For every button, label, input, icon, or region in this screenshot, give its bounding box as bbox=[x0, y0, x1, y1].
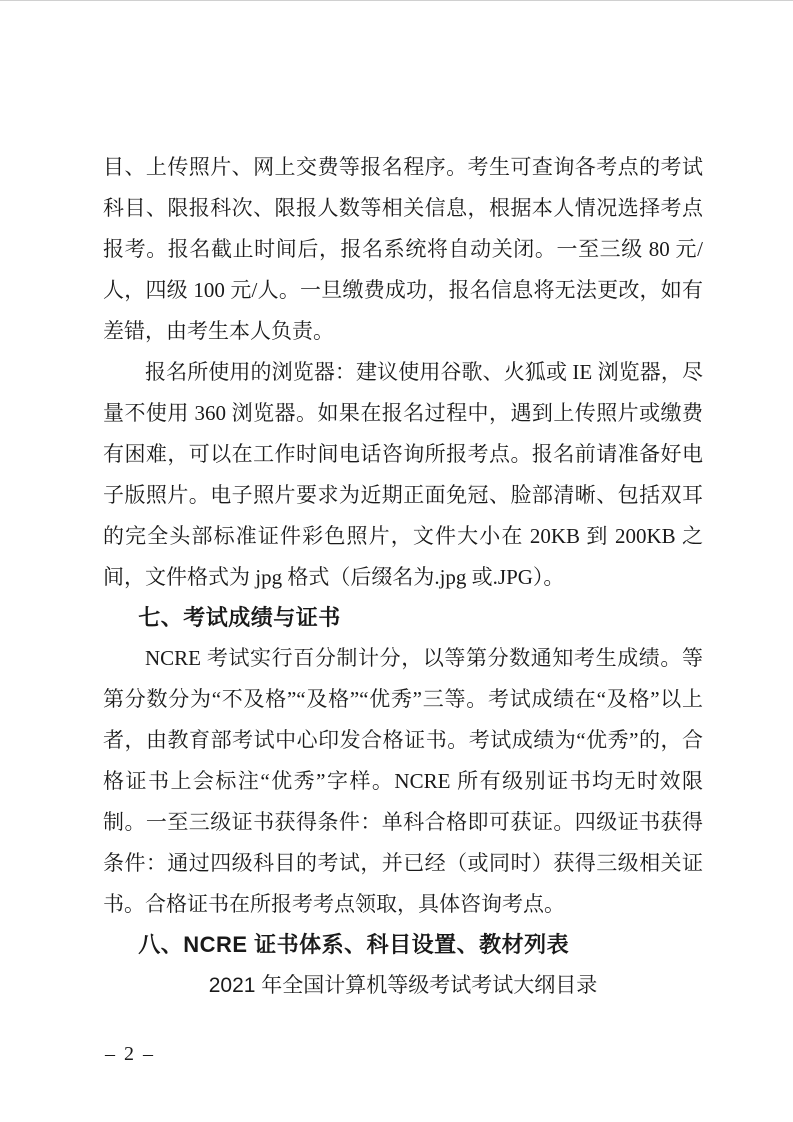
section-heading-8-certificate-system: 八、NCRE 证书体系、科目设置、教材列表 bbox=[138, 932, 570, 957]
document-text-block bbox=[103, 147, 703, 1007]
paragraph-registration-continued: 目、上传照片、网上交费等报名程序。考生可查询各考点的考试科目、限报科次、限报人数等相关信息，根据本人情况选择考点报考。报名截止时间后，报名系统将自动关闭。一至三级 80 元/人，四级 100 元/人。一旦缴费成功，报名信息将无法更改，如有差错，由考生本人负责。 bbox=[103, 155, 703, 343]
paragraph-scores-certificates: NCRE 考试实行百分制计分，以等第分数通知考生成绩。等第分数分为“不及格”“及格”“优秀”三等。考试成绩在“及格”以上者，由教育部考试中心印发合格证书。考试成绩为“优秀”的，合格证书上会标注“优秀”字样。NCRE 所有级别证书均无时效限制。一至三级证书获得条件：单科合格即可获证。四级证书获得条件：通过四级科目的考试，并已经（或同时）获得三级相关证书。合格证书在所报考考点领取，具体咨询考点。 bbox=[103, 646, 703, 916]
catalog-title-2021: 2021 年全国计算机等级考试考试大纲目录 bbox=[208, 974, 598, 997]
page-number: – 2 – bbox=[105, 1043, 155, 1065]
paragraph-browser-photo: 报名所使用的浏览器：建议使用谷歌、火狐或 IE 浏览器，尽量不使用 360 浏览器。如果在报名过程中，遇到上传照片或缴费有困难，可以在工作时间电话咨询所报考点。报名前请准备好电子版照片。电子照片要求为近期正面免冠、脸部清晰、包括双耳的完全头部标准证件彩色照片，文件大小在 20KB 到 200KB 之间，文件格式为 jpg 格式（后缀名为.jpg 或.JPG）。 bbox=[103, 360, 703, 589]
section-heading-7-exam-scores: 七、考试成绩与证书 bbox=[138, 605, 341, 630]
